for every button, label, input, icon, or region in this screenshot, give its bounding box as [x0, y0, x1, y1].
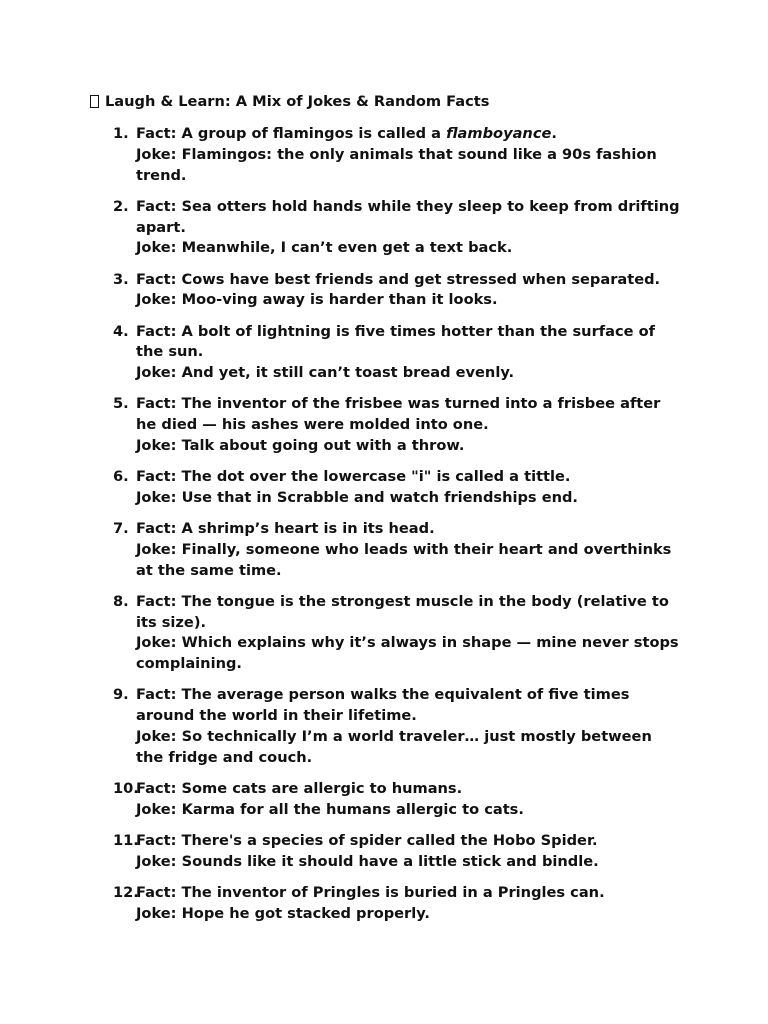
item-number: 12.: [113, 884, 139, 901]
list-item: [0, 124, 682, 186]
fact-text: Fact: A bolt of lightning is five times hotter than the surface of the sun.: [136, 322, 655, 361]
list-item: [0, 883, 682, 925]
missing-glyph-icon: [90, 95, 99, 108]
list-item: [0, 831, 682, 873]
item-number: 3.: [113, 270, 129, 288]
list-item: [0, 519, 682, 581]
item-number: 5.: [113, 395, 129, 413]
document-title: [90, 92, 489, 112]
list-item: [0, 197, 682, 259]
fact-emphasis: flamboyance: [446, 125, 552, 142]
item-number: 11.: [113, 832, 139, 850]
joke-text: Joke: Use that in Scrabble and watch friendships end.: [136, 488, 578, 506]
joke-text: Joke: Which explains why it’s always in shape — mine never stops complaining.: [136, 634, 679, 673]
fact-text-start: Fact: A group of flamingos is called a: [136, 125, 447, 142]
fact-text: Fact: Cows have best friends and get stressed when separated.: [136, 270, 661, 288]
fact-joke-list: [0, 124, 768, 935]
fact-text: Fact: The inventor of the frisbee was turned into a frisbee after he died — his ashes were molded into one.: [136, 395, 661, 434]
joke-text: Joke: Finally, someone who leads with their heart and overthinks at the same time.: [136, 540, 672, 579]
joke-text: Joke: Talk about going out with a throw.: [136, 436, 465, 454]
fact-text-end: .: [551, 125, 557, 142]
joke-text: Joke: So technically I’m a world traveler… just mostly between the fridge and couch.: [136, 728, 652, 766]
list-item: [0, 394, 682, 456]
item-number: 4.: [113, 322, 129, 340]
joke-text: Joke: Moo-ving away is harder than it looks.: [136, 291, 498, 309]
item-number: 7.: [113, 520, 129, 538]
item-number: 6.: [113, 468, 129, 486]
joke-text: Joke: Karma for all the humans allergic to cats.: [136, 800, 524, 818]
fact-text: Fact: The tongue is the strongest muscle in the body (relative to its size).: [136, 592, 669, 631]
joke-text: Joke: And yet, it still can’t toast bread evenly.: [136, 364, 515, 382]
fact-text: Fact: Sea otters hold hands while they sleep to keep from drifting apart.: [136, 197, 680, 236]
joke-text: Joke: Meanwhile, I can’t even get a text back.: [136, 239, 513, 257]
document-title-text: Laugh & Learn: A Mix of Jokes & Random Facts: [105, 93, 490, 110]
item-number: 1.: [113, 125, 129, 142]
joke-text: Joke: Sounds like it should have a little stick and bindle.: [136, 852, 599, 870]
list-item: [0, 322, 682, 384]
list-item: [0, 592, 682, 675]
fact-text: [136, 124, 682, 145]
joke-text: Joke: Hope he got stacked properly.: [136, 904, 430, 922]
item-number: 10.: [113, 780, 139, 798]
list-item: [0, 779, 682, 821]
fact-text: Fact: The average person walks the equivalent of five times around the world in their lifetime.: [136, 686, 630, 725]
item-number: 2.: [113, 197, 129, 215]
list-item: [0, 685, 682, 768]
fact-text: Fact: The dot over the lowercase "i" is called a tittle.: [136, 468, 571, 486]
fact-text: Fact: The inventor of Pringles is buried in a Pringles can.: [136, 884, 605, 901]
fact-text: Fact: A shrimp’s heart is in its head.: [136, 520, 435, 538]
fact-text: Fact: Some cats are allergic to humans.: [136, 780, 463, 798]
item-number: 8.: [113, 592, 129, 610]
list-item: [0, 270, 682, 312]
list-item: [0, 467, 682, 509]
fact-text: Fact: There's a species of spider called the Hobo Spider.: [136, 832, 598, 850]
joke-text: Joke: Flamingos: the only animals that sound like a 90s fashion trend.: [136, 145, 657, 184]
item-number: 9.: [113, 686, 129, 704]
